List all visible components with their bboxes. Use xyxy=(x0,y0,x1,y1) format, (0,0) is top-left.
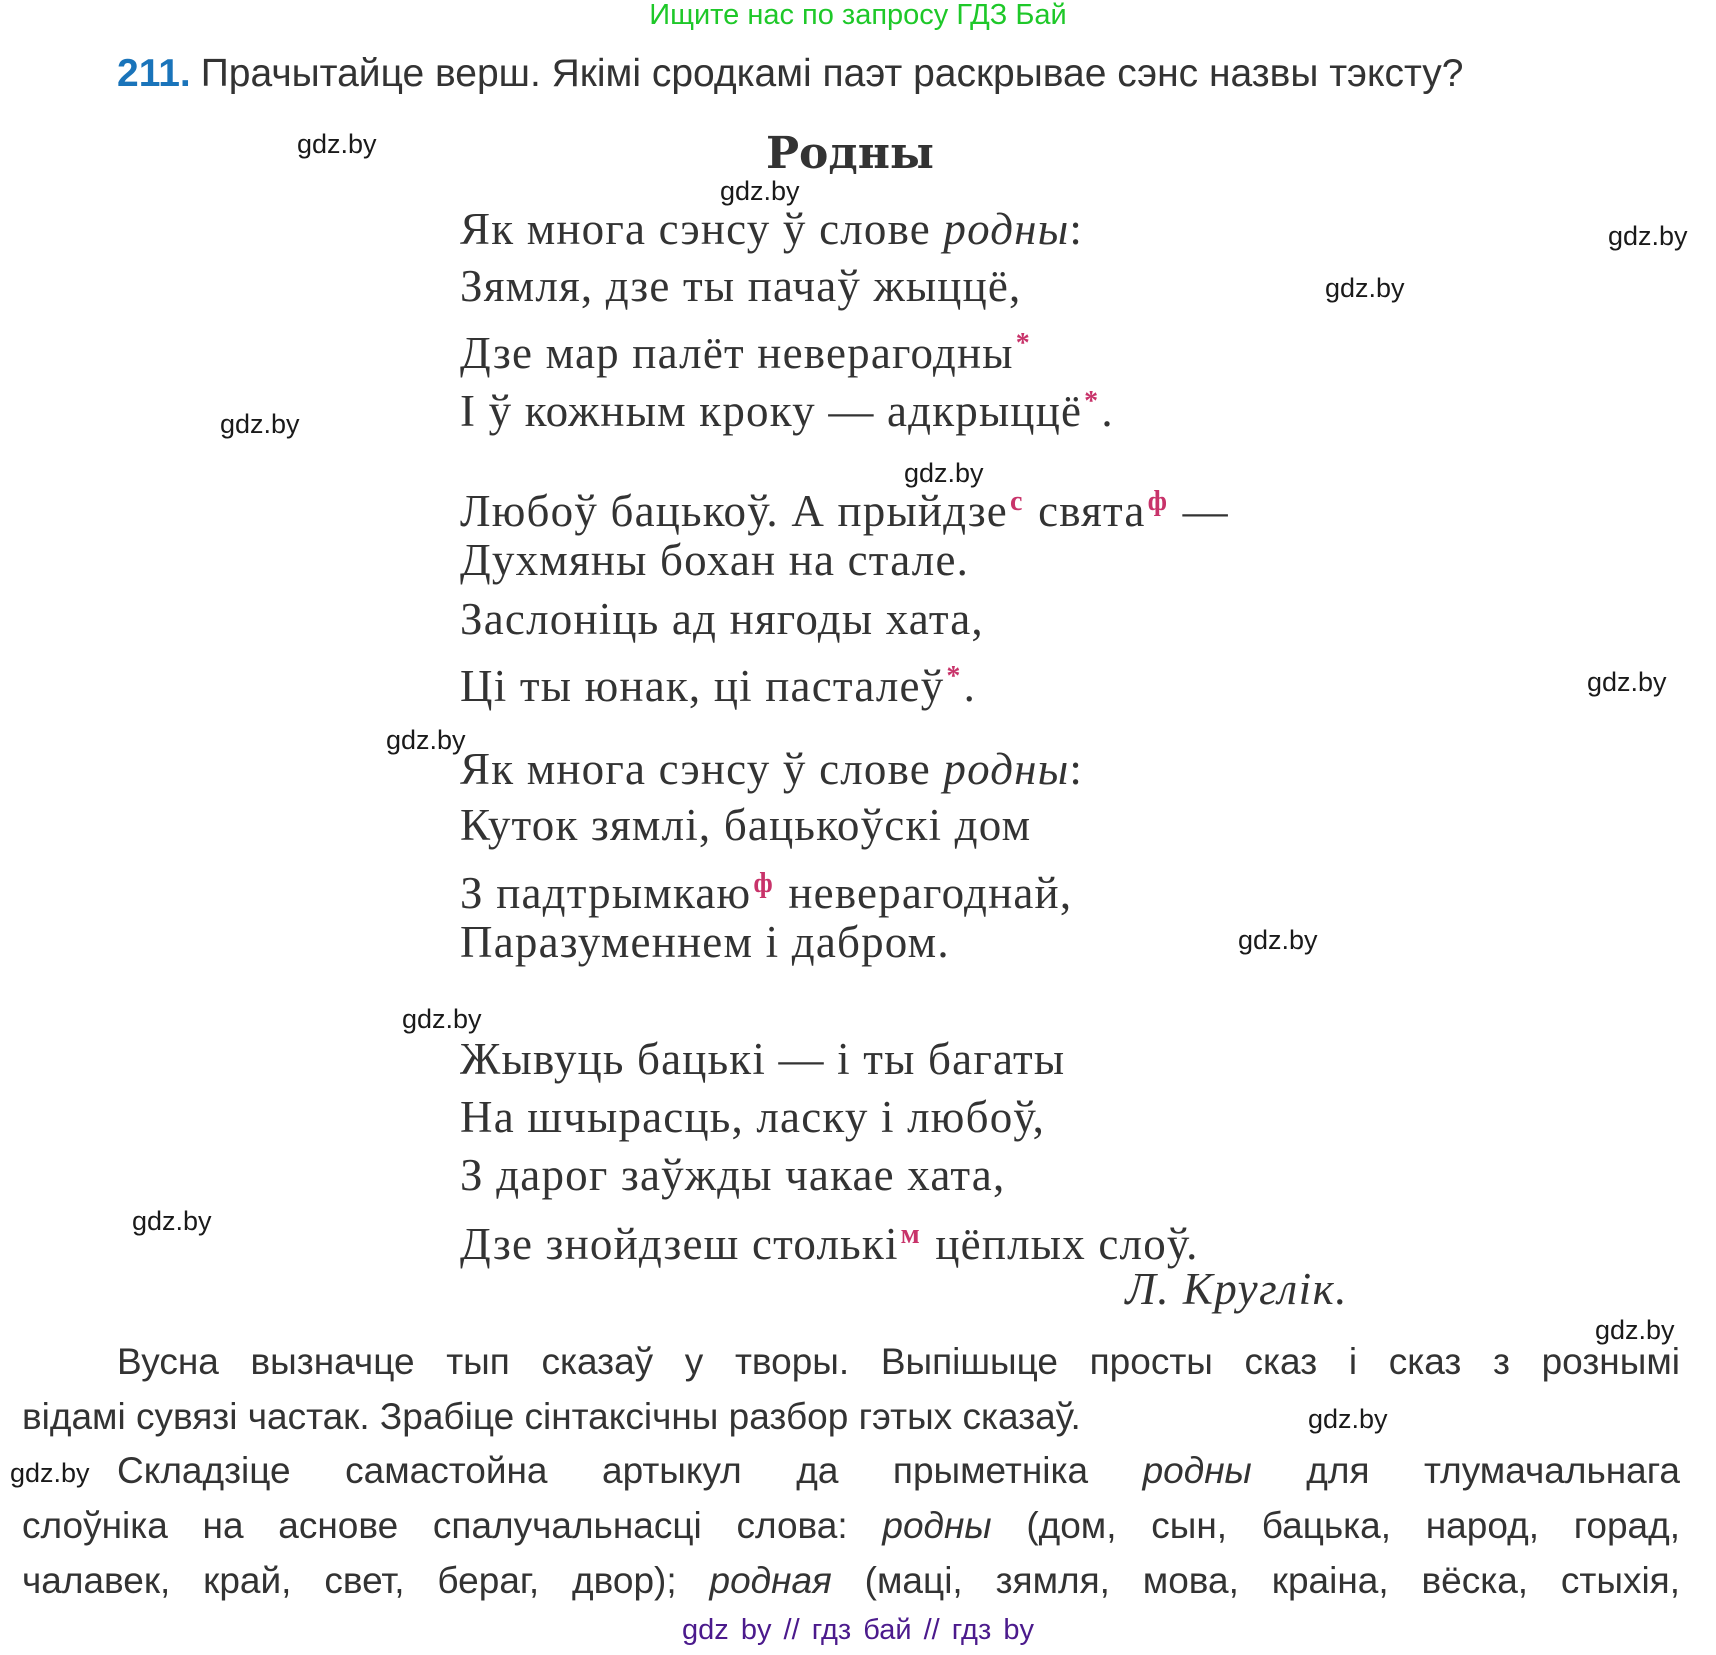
footnote-mark: с xyxy=(1009,486,1024,517)
watermark: gdz.by xyxy=(220,409,300,439)
poem-line: І ў кожным кроку — адкрыццё*. xyxy=(460,386,1114,436)
poem-line: Куток зямлі, бацькоўскі дом xyxy=(460,800,1032,850)
poem-line: Заслоніць ад нягоды хата, xyxy=(460,594,984,644)
watermark: gdz.by xyxy=(720,176,800,206)
footnote-mark: * xyxy=(1015,328,1031,359)
poem-line: Як многа сэнсу ў слове родны: xyxy=(460,204,1084,254)
poem-line: З дарог заўжды чакае хата, xyxy=(460,1150,1006,1200)
poem-title: Родны xyxy=(765,128,935,179)
watermark: gdz.by xyxy=(132,1206,212,1236)
assignment-p2-line3: чалавек, край, свет, бераг, двор); родная (маці, зямля, мова, краіна, вёска, стыхія, xyxy=(22,1560,1680,1601)
poem-line: Ці ты юнак, ці пасталеў*. xyxy=(460,661,977,711)
watermark: gdz.by xyxy=(1595,1315,1675,1345)
task-text: Прачытайце верш. Якімі сродкамі паэт раскрывае сэнс назвы тэксту? xyxy=(200,52,1464,95)
watermark: gdz.by xyxy=(402,1004,482,1034)
poem-line: Духмяны бохан на стале. xyxy=(460,535,970,585)
poem-line: Зямля, дзе ты пачаў жыццё, xyxy=(460,261,1022,311)
task-heading xyxy=(117,52,1463,96)
watermark: gdz.by xyxy=(386,725,466,755)
poem-line: З падтрымкаю$^ф$ неверагоднай, xyxy=(460,868,1073,918)
assignment-p1-line1: Вусна вызначце тып сказаў у творы. Выпішыце просты сказ і сказ з рознымі xyxy=(117,1341,1680,1382)
watermark: gdz.by xyxy=(1608,221,1688,251)
search-banner: Ищите нас по запросу ГДЗ Бай xyxy=(649,0,1067,31)
poem-line: Дзе знойдзеш столькі$^м$ цёплых слоў. xyxy=(460,1219,1199,1269)
poem-line: Як многа сэнсу ў слове родны: xyxy=(460,744,1084,794)
watermark: gdz.by xyxy=(297,129,377,159)
task-number: 211. xyxy=(117,52,191,95)
poem-line: На шчырасць, ласку і любоў, xyxy=(460,1092,1046,1142)
watermark: gdz.by xyxy=(1308,1404,1388,1434)
footnote-mark: м xyxy=(900,1219,921,1250)
poem-line: Дзе мар палёт неверагодны* xyxy=(460,328,1031,378)
footnote-mark: * xyxy=(1084,386,1100,417)
poem-line: Паразуменнем і дабром. xyxy=(460,917,950,967)
footnote-mark: ф xyxy=(753,868,774,899)
poem-line: Любоў бацькоў. А прыйдзе$^с$ свята$^ф$ — xyxy=(460,486,1229,536)
assignment-p2-line1: Складзіце самастойна артыкул да прыметніка родны для тлумачальнага xyxy=(117,1450,1681,1491)
footer-watermark: gdz by // гдз бай // гдз by xyxy=(682,1614,1034,1646)
watermark: gdz.by xyxy=(1587,667,1667,697)
poem-author: Л. Круглік. xyxy=(1125,1264,1348,1314)
assignment-p1-line2: відамі сувязі частак. Зрабіце сінтаксічны разбор гэтых сказаў. xyxy=(22,1396,1081,1437)
assignment-p2-line2: слоўніка на аснове спалучальнасці слова: родны (дом, сын, бацька, народ, горад, xyxy=(22,1505,1680,1546)
watermark: gdz.by xyxy=(1238,925,1318,955)
watermark: gdz.by xyxy=(904,458,984,488)
footnote-mark: * xyxy=(946,661,962,692)
watermark: gdz.by xyxy=(1325,273,1405,303)
footnote-mark: ф xyxy=(1147,486,1169,517)
poem-line: Жывуць бацькі — і ты багаты xyxy=(460,1034,1066,1084)
watermark: gdz.by xyxy=(10,1458,90,1488)
